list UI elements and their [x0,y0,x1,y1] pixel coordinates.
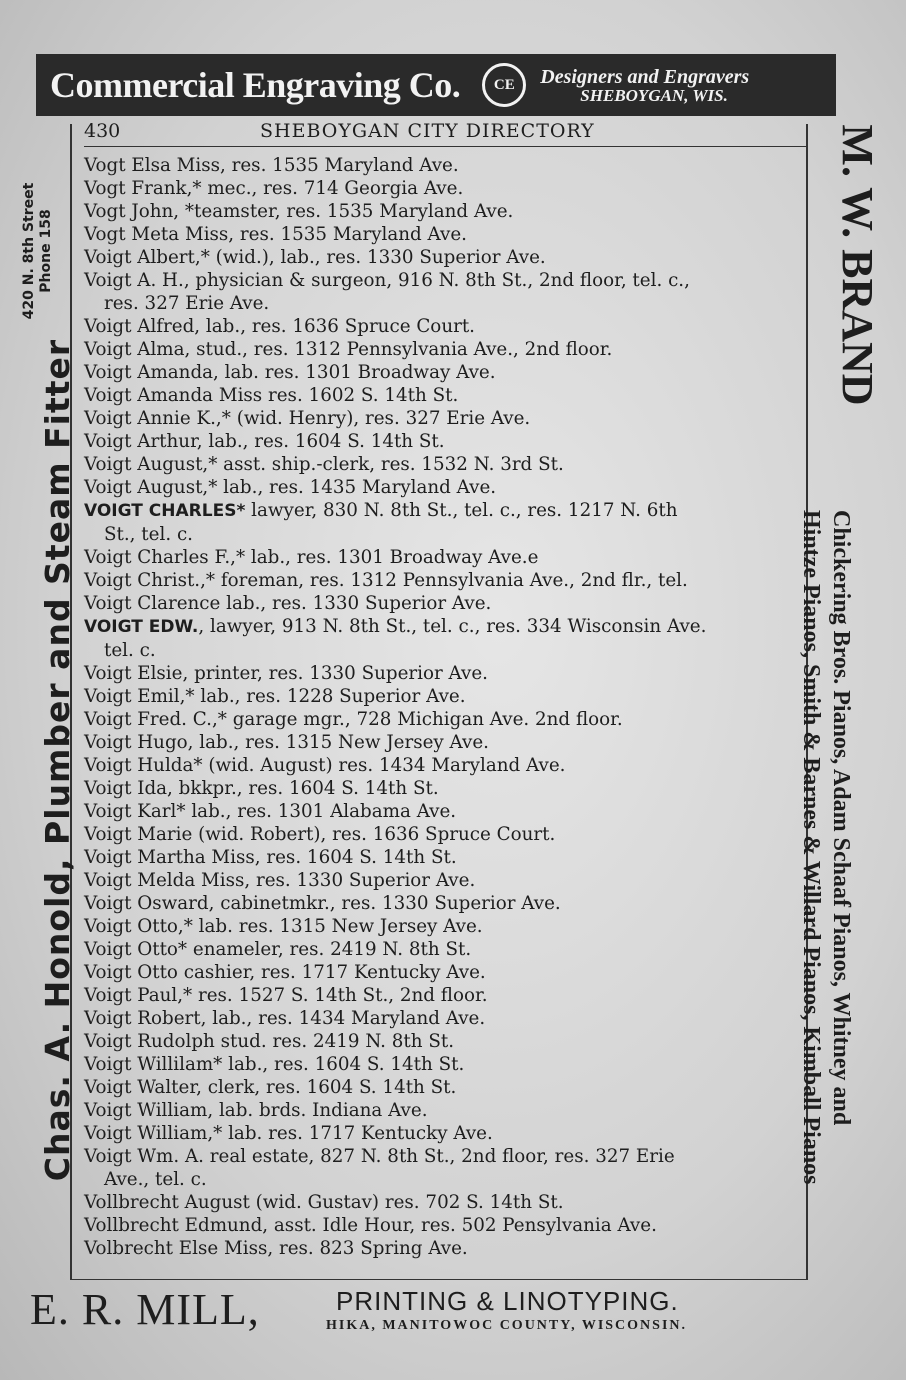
directory-entry [84,361,808,384]
left-ad-address: 420 N. 8th Street [21,182,37,320]
left-ad-text: Chas. A. Honold, Plumber and Steam Fitter [38,338,77,1182]
entry-text: Voigt William,* lab. res. 1717 Kentucky Ave. [84,1123,493,1144]
entry-text: Voigt Wm. A. real estate, 827 N. 8th St., 2nd floor, res. 327 Erie [84,1146,675,1167]
right-ad-line-1: Chickering Bros. Pianos, Adam Schaaf Pianos, Whitney and [828,510,854,1126]
entry-line [84,223,808,246]
entry-text: Voigt Martha Miss, res. 1604 S. 14th St. [84,847,457,868]
entry-line [84,546,808,569]
directory-entry [84,430,808,453]
directory-entry [84,453,808,476]
directory-entry [84,592,808,615]
right-ad-line-2: Hintze Pianos, Smith & Barnes & Willard Pianos, Kimball Pianos [798,510,824,1185]
entry-text: Voigt Otto cashier, res. 1717 Kentucky Ave. [84,962,486,983]
entry-text: Voigt Amanda, lab. res. 1301 Broadway Ave. [84,362,496,383]
entry-line [84,823,808,846]
entry-text: Volbrecht Else Miss, res. 823 Spring Ave. [84,1238,468,1259]
entry-text: Voigt August,* asst. ship.-clerk, res. 1532 N. 3rd St. [84,454,564,475]
entry-text: Voigt William, lab. brds. Indiana Ave. [84,1100,428,1121]
entry-text: Voigt Annie K.,* (wid. Henry), res. 327 Erie Ave. [84,408,531,429]
entry-line [84,1053,808,1076]
directory-entry [84,177,808,200]
entry-text: Voigt Hulda* (wid. August) res. 1434 Maryland Ave. [84,755,566,776]
banner-company-name: Commercial Engraving Co. [50,65,461,105]
directory-entry [84,476,808,499]
directory-entry [84,1053,808,1076]
entry-text: Voigt Arthur, lab., res. 1604 S. 14th St. [84,431,445,452]
entry-text: Voigt Marie (wid. Robert), res. 1636 Spruce Court. [84,824,556,845]
entry-line [84,800,808,823]
directory-entry [84,499,808,546]
entry-line [84,1237,808,1260]
entry-text: Voigt Melda Miss, res. 1330 Superior Ave. [84,870,476,891]
entry-line [84,1191,808,1214]
entry-line [84,938,808,961]
running-head [84,118,806,147]
entry-text: Voigt Otto,* lab. res. 1315 New Jersey Ave. [84,916,483,937]
left-ad-phone: Phone 158 [38,209,54,293]
entry-line [84,592,808,615]
entry-line [84,1099,808,1122]
directory-entry [84,200,808,223]
directory-entry [84,1191,808,1214]
entry-bold-name: VOIGT CHARLES* [84,501,246,521]
directory-entry [84,246,808,269]
directory-entry [84,407,808,430]
directory-entry [84,1237,808,1260]
entry-line [84,499,808,523]
entry-continuation: res. 327 Erie Ave. [104,293,270,314]
entry-text: Voigt Elsie, printer, res. 1330 Superior Ave. [84,663,488,684]
directory-entry [84,1214,808,1237]
entry-line [84,731,808,754]
company-logo-icon: CE [482,63,526,107]
entry-line [84,892,808,915]
right-ad-brand: M. W. BRAND [833,124,882,406]
entry-line [84,662,808,685]
entry-line [84,915,808,938]
banner-tagline-designers: Designers and Engravers [540,65,750,88]
entry-line [84,177,808,200]
directory-entry [84,800,808,823]
entry-text: Vollbrecht Edmund, asst. Idle Hour, res. 502 Pensylvania Ave. [84,1215,657,1236]
engraving-banner [36,54,836,116]
entry-line [84,961,808,984]
entry-continuation: St., tel. c. [104,524,193,545]
entry-line [84,615,808,639]
entry-line [84,869,808,892]
directory-entry [84,1122,808,1145]
entry-line [84,1030,808,1053]
directory-entries [84,154,808,1260]
directory-entry [84,846,808,869]
directory-entry [84,315,808,338]
entry-line [84,246,808,269]
directory-entry [84,869,808,892]
banner-tagline [540,67,749,104]
entry-continuation: tel. c. [104,640,156,661]
entry-line [84,984,808,1007]
entry-line [84,777,808,800]
entry-text: Voigt Emil,* lab., res. 1228 Superior Ave. [84,686,466,707]
entry-text: Voigt Otto* enameler, res. 2419 N. 8th St. [84,939,472,960]
entry-line [84,1145,808,1168]
entry-text: Vogt Meta Miss, res. 1535 Maryland Ave. [84,224,467,245]
entry-text: Voigt Karl* lab., res. 1301 Alabama Ave. [84,801,457,822]
entry-line [84,269,808,292]
banner-tagline-city: SHEBOYGAN, WIS. [580,85,728,105]
directory-entry [84,223,808,246]
entry-bold-name: VOIGT EDW. [84,617,199,637]
directory-entry [84,938,808,961]
entry-line [84,453,808,476]
entry-line [84,846,808,869]
entry-text: Voigt Alma, stud., res. 1312 Pennsylvania Ave., 2nd floor. [84,339,613,360]
entry-text: lawyer, 830 N. 8th St., tel. c., res. 1217 N. 6th [245,500,678,521]
entry-line [84,384,808,407]
directory-entry [84,1145,808,1191]
footer-location: HIKA, MANITOWOC COUNTY, WISCONSIN. [326,1318,688,1333]
entry-text: Voigt Ida, bkkpr., res. 1604 S. 14th St. [84,778,439,799]
entry-continuation: Ave., tel. c. [104,1169,207,1190]
directory-entry [84,1099,808,1122]
entry-text: , lawyer, 913 N. 8th St., tel. c., res. 334 Wisconsin Ave. [198,616,707,637]
entry-line [84,407,808,430]
entry-text: Voigt Alfred, lab., res. 1636 Spruce Court. [84,316,475,337]
entry-text: Voigt Charles F.,* lab., res. 1301 Broadway Ave.e [84,547,539,568]
directory-entry [84,708,808,731]
entry-text: Voigt Rudolph stud. res. 2419 N. 8th St. [84,1031,455,1052]
directory-entry [84,685,808,708]
entry-line [84,708,808,731]
entry-text: Voigt Christ.,* foreman, res. 1312 Pennsylvania Ave., 2nd flr., tel. [84,570,688,591]
entry-text: Vogt John, *teamster, res. 1535 Maryland Ave. [84,201,514,222]
directory-entry [84,662,808,685]
directory-entry [84,1076,808,1099]
directory-entry [84,1030,808,1053]
entry-text: Voigt Walter, clerk, res. 1604 S. 14th St. [84,1077,457,1098]
entry-line [84,154,808,177]
directory-entry [84,338,808,361]
entry-line [84,361,808,384]
directory-entry [84,615,808,662]
entry-line [84,430,808,453]
entry-text: Vollbrecht August (wid. Gustav) res. 702 S. 14th St. [84,1192,564,1213]
directory-entry [84,384,808,407]
entry-line [84,1076,808,1099]
directory-entry [84,961,808,984]
right-margin-advertisement [798,110,904,1280]
entry-line [84,1007,808,1030]
entry-line [84,569,808,592]
directory-entry [84,892,808,915]
directory-entry [84,754,808,777]
entry-line [84,338,808,361]
left-ad-contact [21,161,55,341]
directory-entry [84,1007,808,1030]
entry-text: Voigt August,* lab., res. 1435 Maryland Ave. [84,477,497,498]
left-margin-advertisement [8,120,77,1280]
directory-entry [84,731,808,754]
entry-line [84,1214,808,1237]
entry-text: Vogt Frank,* mec., res. 714 Georgia Ave. [84,178,464,199]
directory-entry [84,823,808,846]
entry-text: Vogt Elsa Miss, res. 1535 Maryland Ave. [84,155,459,176]
entry-text: Voigt Amanda Miss res. 1602 S. 14th St. [84,385,459,406]
entry-line [84,315,808,338]
directory-title: SHEBOYGAN CITY DIRECTORY [260,120,595,142]
directory-entry [84,984,808,1007]
directory-entry [84,777,808,800]
directory-entry [84,569,808,592]
entry-line [84,200,808,223]
entry-line [84,685,808,708]
directory-entry [84,915,808,938]
entry-text: Voigt Paul,* res. 1527 S. 14th St., 2nd floor. [84,985,488,1006]
directory-entry [84,269,808,315]
entry-text: Voigt Willilam* lab., res. 1604 S. 14th St. [84,1054,465,1075]
entry-line [84,1122,808,1145]
directory-entry [84,154,808,177]
entry-line [84,754,808,777]
entry-text: Voigt Clarence lab., res. 1330 Superior Ave. [84,593,492,614]
footer-service: PRINTING & LINOTYPING. [336,1286,679,1316]
entry-line [84,476,808,499]
entry-text: Voigt Robert, lab., res. 1434 Maryland Ave. [84,1008,486,1029]
entry-text: Voigt Hugo, lab., res. 1315 New Jersey Ave. [84,732,489,753]
entry-text: Voigt Albert,* (wid.), lab., res. 1330 Superior Ave. [84,247,546,268]
directory-entry [84,546,808,569]
footer-advertisement [30,1284,870,1344]
entry-text: Voigt A. H., physician & surgeon, 916 N. 8th St., 2nd floor, tel. c., [84,270,690,291]
footer-printer-name: E. R. MILL, [30,1285,260,1334]
entry-text: Voigt Osward, cabinetmkr., res. 1330 Superior Ave. [84,893,561,914]
page-number: 430 [84,120,121,142]
entry-text: Voigt Fred. C.,* garage mgr., 728 Michigan Ave. 2nd floor. [84,709,623,730]
